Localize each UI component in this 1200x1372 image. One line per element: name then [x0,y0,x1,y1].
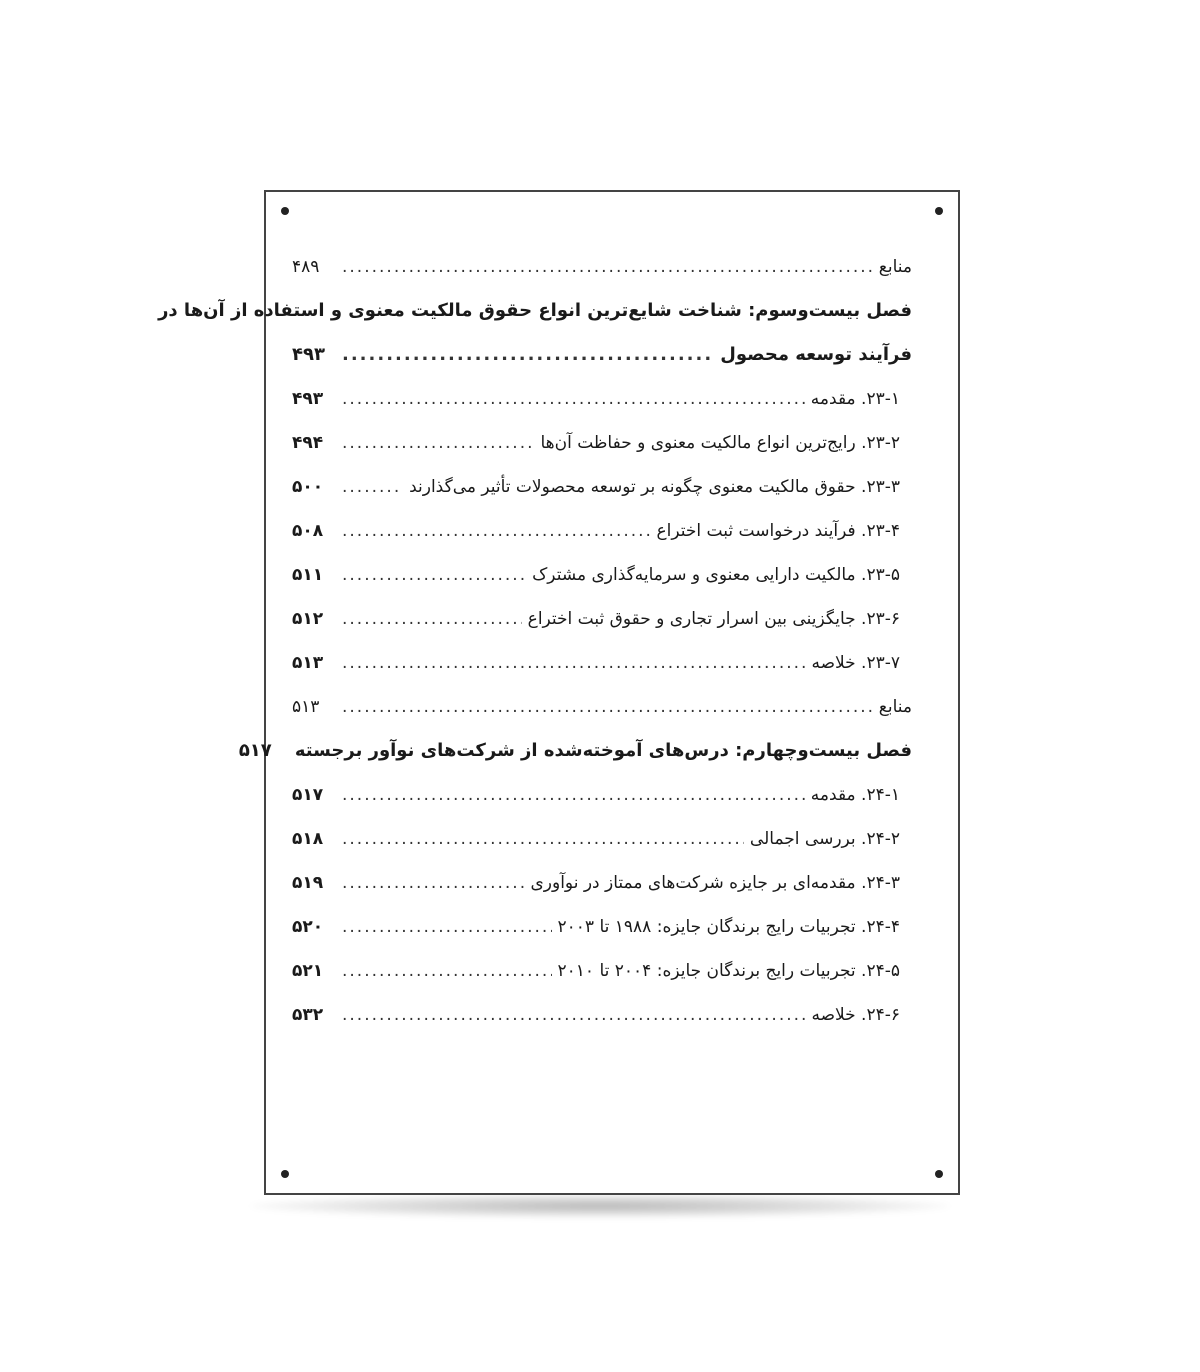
toc-entry-page: ۵۰۸ [292,521,324,541]
toc-entry-page: ۵۲۱ [292,961,324,981]
dot-leader [342,910,552,944]
toc-entry [292,426,912,460]
dot-leader [342,822,744,856]
toc-entry-page: ۴۹۴ [292,433,324,453]
dot-leader [342,338,714,372]
toc-entry [292,954,912,988]
toc-entry-page: ۵۱۹ [292,873,324,893]
toc-entry-page: ۴۹۳ [292,389,324,409]
dot-leader [342,250,873,284]
toc-entry-title: منابع [878,697,912,717]
toc-entry-page: ۵۲۰ [292,917,324,937]
dot-leader [342,382,805,416]
toc-entry [292,822,912,856]
corner-dot-top-left [281,207,289,215]
toc-entry [292,778,912,812]
toc-entry [292,558,912,592]
toc-entry-page: ۵۱۲ [292,609,324,629]
toc-entry-page: ۵۳۲ [292,1005,324,1025]
toc-entry-page: ۵۱۷ [238,740,272,761]
corner-dot-top-right [935,207,943,215]
dot-leader [342,778,805,812]
toc-chapter-heading [158,294,912,328]
toc-entry-page: ۵۱۷ [292,785,324,805]
toc-entry-page: ۴۸۹ [292,257,320,277]
dot-leader [342,866,524,900]
toc-entry [292,470,912,504]
toc-entry-title: ۲۳-۷. خلاصه [811,653,900,673]
toc-entry-page: ۵۰۰ [292,477,324,497]
toc-entry [292,250,912,284]
toc-entry [292,382,912,416]
toc-entry [292,866,912,900]
toc-entry-title: فصل بیست‌وچهارم: درس‌های آموخته‌شده از شرکت‌های نوآور برجسته [294,740,912,761]
toc-entry-title: ۲۴-۵. تجربیات رایج برندگان جایزه: ۲۰۰۴ تا ۲۰۱۰ [557,961,900,981]
toc-entry-page: ۵۱۸ [292,829,324,849]
toc-entry-title: فصل بیست‌وسوم: شناخت شایع‌ترین انواع حقوق مالکیت معنوی و استفاده از آن‌ها در [158,300,912,321]
toc-entry-title: ۲۳-۵. مالکیت دارایی معنوی و سرمایه‌گذاری مشترک [532,565,900,585]
toc-entry-title: ۲۳-۲. رایج‌ترین انواع مالکیت معنوی و حفاظت آن‌ها [540,433,900,453]
toc-entry-title: ۲۳-۶. جایگزینی بین اسرار تجاری و حقوق ثبت اختراع [527,609,900,629]
dot-leader [342,690,873,724]
dot-leader [342,998,805,1032]
toc-entry-title: ۲۳-۱. مقدمه [810,389,900,409]
toc-entry-title: فرآیند توسعه محصول [720,344,912,365]
toc-entry-title: ۲۴-۳. مقدمه‌ای بر جایزه شرکت‌های ممتاز در نوآوری [530,873,900,893]
dot-leader [342,558,526,592]
dot-leader [342,514,651,548]
toc-entry-title: ۲۴-۲. بررسی اجمالی [749,829,900,849]
toc-entry-title: ۲۴-۴. تجربیات رایج برندگان جایزه: ۱۹۸۸ تا ۲۰۰۳ [557,917,900,937]
dot-leader [342,602,522,636]
toc-entry-title: منابع [878,257,912,277]
dot-leader [342,470,403,504]
toc-entry-title: ۲۳-۴. فرآیند درخواست ثبت اختراع [656,521,900,541]
toc-entry [292,910,912,944]
toc-entry-page: ۴۹۳ [292,344,325,365]
corner-dot-bottom-right [935,1170,943,1178]
toc-entry-title: ۲۴-۶. خلاصه [811,1005,900,1025]
toc-chapter-entry [238,734,912,768]
toc-entry [292,646,912,680]
toc-entry-title: ۲۴-۱. مقدمه [810,785,900,805]
toc-entry [292,998,912,1032]
dot-leader [342,954,552,988]
dot-leader [342,646,805,680]
toc-entry-page: ۵۱۳ [292,653,324,673]
toc-entry-title: ۲۳-۳. حقوق مالکیت معنوی چگونه بر توسعه محصولات تأثیر می‌گذارند [409,477,900,497]
corner-dot-bottom-left [281,1170,289,1178]
toc-entry-page: ۵۱۱ [292,565,324,585]
toc-entry [292,602,912,636]
page-shadow [250,1194,950,1218]
dot-leader [342,426,534,460]
toc-chapter-entry [292,338,912,372]
toc-entry-page: ۵۱۳ [292,697,320,717]
toc-entry [292,690,912,724]
toc-entry [292,514,912,548]
